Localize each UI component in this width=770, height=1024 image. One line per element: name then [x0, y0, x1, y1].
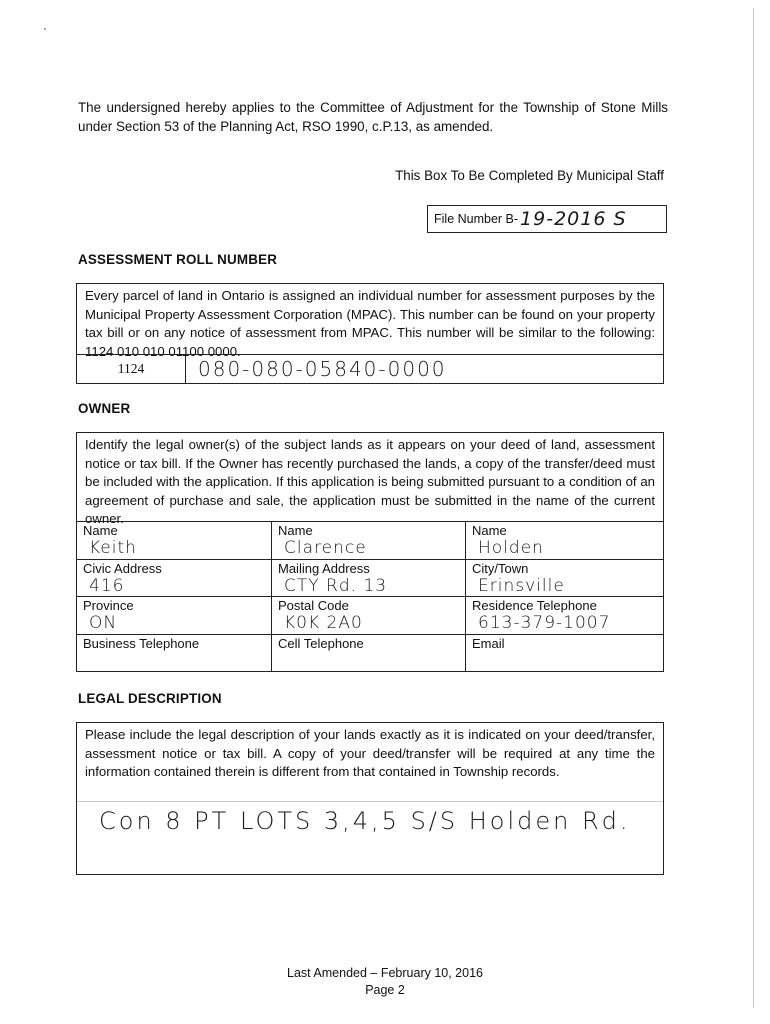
owner-field-email[interactable]	[466, 634, 663, 672]
field-value[interactable]: 613-379-1007	[478, 613, 611, 633]
field-value[interactable]: Keith	[89, 538, 137, 558]
field-value[interactable]: K0K 2A0	[284, 613, 363, 633]
field-label: Name	[278, 523, 313, 538]
owner-box	[76, 432, 664, 672]
staff-note: This Box To Be Completed By Municipal Staff	[395, 168, 664, 183]
field-label: Business Telephone	[83, 635, 200, 651]
roll-number-field[interactable]: 080-080-05840-0000	[198, 357, 447, 381]
legal-instructions: Please include the legal description of your lands exactly as it is indicated on your deed/transfer, assessment notice or tax bill. A copy of your deed/transfer will be required at any time the information contained therein is different from that contained in Township records.	[85, 727, 655, 779]
field-label: Email	[472, 635, 505, 651]
assessment-box	[76, 283, 664, 384]
field-label: Name	[83, 523, 118, 538]
owner-field-middle-name[interactable]	[272, 521, 466, 559]
legal-heading: LEGAL DESCRIPTION	[78, 691, 222, 706]
owner-heading: OWNER	[78, 401, 131, 416]
field-value[interactable]: ON	[89, 613, 118, 633]
field-value[interactable]: Erinsville	[478, 575, 565, 596]
assessment-description: Every parcel of land in Ontario is assigned an individual number for assessment purposes by the Municipal Property Assessment Corporation (MPAC). This number can be found on your property tax bill or on any notice of assessment from MPAC. This number will be similar to the following: 1124 010 010 01100 0000.	[85, 288, 655, 359]
field-label: Cell Telephone	[278, 635, 364, 651]
legal-description-field[interactable]: Con 8 PT LOTS 3,4,5 S/S Holden Rd.	[99, 807, 631, 835]
file-number-box[interactable]	[427, 205, 667, 233]
field-value[interactable]: Holden	[478, 538, 544, 558]
legal-divider	[77, 801, 663, 802]
page-number: Page 2	[365, 983, 405, 997]
field-value[interactable]: CTY Rd. 13	[284, 575, 388, 596]
owner-field-business-telephone[interactable]	[77, 634, 272, 672]
owner-field-province[interactable]	[77, 596, 272, 634]
owner-field-postal-code[interactable]	[272, 596, 466, 634]
page-edge-line	[753, 8, 754, 1008]
owner-field-last-name[interactable]	[466, 521, 663, 559]
field-label: City/Town	[472, 560, 529, 576]
owner-field-civic-address[interactable]	[77, 559, 272, 597]
field-label: Civic Address	[83, 560, 162, 576]
file-number-label: File Number B-	[434, 212, 519, 226]
owner-description: Identify the legal owner(s) of the subject lands as it appears on your deed of land, assessment notice or tax bill. If the Owner has recently purchased the lands, a copy of the transfer/deed must be included with the application. If this application is being submitted pursuant to a condition of an agreement of purchase and sale, the application must be submitted in the name of the current owner.	[85, 437, 655, 526]
field-label: Postal Code	[278, 598, 349, 613]
owner-field-city-town[interactable]	[466, 559, 663, 597]
scan-speck	[44, 28, 46, 30]
intro-paragraph: The undersigned hereby applies to the Committee of Adjustment for the Township of Stone Mills under Section 53 of the Planning Act, RSO 1990, c.P.13, as amended.	[78, 100, 668, 134]
owner-field-cell-telephone[interactable]	[272, 634, 466, 672]
last-amended: Last Amended – February 10, 2016	[287, 966, 483, 980]
field-label: Mailing Address	[278, 560, 370, 576]
field-value[interactable]: 416	[89, 575, 125, 596]
roll-number-row	[77, 354, 663, 383]
field-label: Province	[83, 598, 134, 613]
file-number-value[interactable]: 19-2016 S	[520, 208, 627, 230]
assessment-heading: ASSESSMENT ROLL NUMBER	[78, 252, 278, 267]
roll-prefix: 1124	[77, 355, 186, 383]
owner-field-first-name[interactable]	[77, 521, 272, 559]
page-footer	[0, 965, 770, 999]
owner-field-mailing-address[interactable]	[272, 559, 466, 597]
owner-field-residence-telephone[interactable]	[466, 596, 663, 634]
field-label: Name	[472, 523, 507, 538]
legal-box	[76, 722, 664, 875]
field-value[interactable]: Clarence	[284, 538, 367, 558]
field-label: Residence Telephone	[472, 598, 597, 613]
owner-fields-grid	[77, 521, 663, 671]
